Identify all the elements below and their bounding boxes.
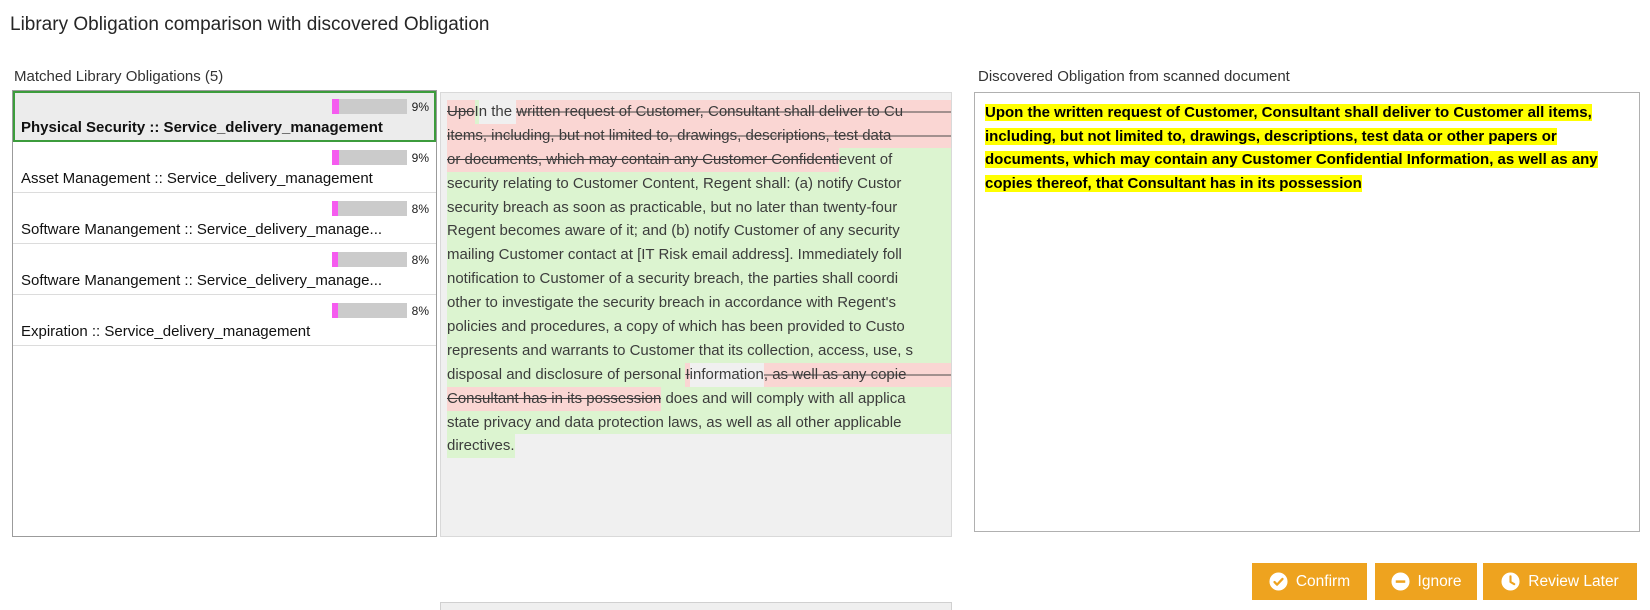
- diff-line: [447, 315, 951, 339]
- diff-segment-ins: state privacy and data protection laws, as well as all other applicable: [447, 411, 951, 435]
- obligation-row-label: Software Manangement :: Service_delivery_manage...: [21, 272, 383, 289]
- diff-line: [447, 219, 951, 243]
- library-obligation-row[interactable]: [13, 295, 436, 346]
- diff-line: [447, 411, 951, 435]
- diff-segment-del: or documents, which may contain any Customer Confidenti: [447, 148, 839, 172]
- match-score-bar: [332, 201, 407, 216]
- page-title: Library Obligation comparison with discovered Obligation: [10, 14, 490, 35]
- diff-segment-ins: event of: [839, 148, 951, 172]
- diff-segment-ins: other to investigate the security breach in accordance with Regent's: [447, 291, 951, 315]
- diff-segment-ins: security breach as soon as practicable, but no later than twenty-four: [447, 196, 951, 220]
- diff-line: [447, 243, 951, 267]
- obligation-row-label: Asset Management :: Service_delivery_management: [21, 170, 373, 187]
- discovered-obligation-panel: [974, 92, 1640, 532]
- diff-segment-ins: does and will comply with all applica: [661, 387, 951, 411]
- diff-line: [447, 363, 951, 387]
- diff-line: [447, 148, 951, 172]
- obligation-row-label: Software Manangement :: Service_delivery_manage...: [21, 221, 383, 238]
- ignore-button[interactable]: [1375, 563, 1477, 600]
- ignore-minus-icon: [1391, 572, 1410, 591]
- obligation-diff-panel: [440, 92, 952, 537]
- review-later-label: Review Later: [1528, 572, 1619, 590]
- next-comparison-row-preview: [440, 602, 952, 610]
- diff-segment-ins: Regent becomes aware of it; and (b) notify Customer of any security: [447, 219, 951, 243]
- diff-line: [447, 339, 951, 363]
- obligation-row-label: Physical Security :: Service_delivery_management: [21, 119, 383, 136]
- confirm-check-icon: [1269, 572, 1288, 591]
- diff-segment-plain: information: [689, 365, 764, 383]
- diff-line: [447, 100, 951, 124]
- diff-segment-ins: disposal and disclosure of personal: [447, 363, 685, 387]
- diff-segment-ins: mailing Customer contact at [IT Risk email address]. Immediately foll: [447, 243, 951, 267]
- diff-line: [447, 434, 951, 458]
- library-obligation-row[interactable]: [13, 193, 436, 244]
- match-score-percent: 9%: [411, 100, 429, 114]
- diff-segment-del: written request of Customer, Consultant shall deliver to Cu: [516, 100, 951, 124]
- match-score-percent: 8%: [411, 202, 429, 216]
- matched-obligations-list: [12, 90, 437, 537]
- confirm-button[interactable]: [1252, 563, 1367, 600]
- diff-line: [447, 124, 951, 148]
- match-score-bar-fill: [332, 99, 339, 114]
- ignore-label: Ignore: [1417, 572, 1462, 590]
- diff-segment-ins: policies and procedures, a copy of which has been provided to Custo: [447, 315, 951, 339]
- match-score-percent: 9%: [411, 151, 429, 165]
- match-score-bar-fill: [332, 303, 338, 318]
- diff-segment-del: Upo: [447, 100, 475, 124]
- discovered-obligation-text: [985, 101, 1625, 195]
- confirm-label: Confirm: [1295, 572, 1351, 590]
- diff-segment-ins: I: [475, 100, 479, 124]
- obligation-row-label: Expiration :: Service_delivery_management: [21, 323, 311, 340]
- match-score-bar-fill: [332, 201, 338, 216]
- diff-segment-ins: notification to Customer of a security breach, the parties shall coordi: [447, 267, 951, 291]
- review-later-clock-icon: [1501, 572, 1520, 591]
- match-score-bar: [332, 150, 407, 165]
- diff-segment-del: I: [685, 363, 689, 387]
- review-later-button[interactable]: [1483, 563, 1637, 600]
- match-score-bar: [332, 303, 407, 318]
- diff-line: [447, 267, 951, 291]
- diff-line: [447, 291, 951, 315]
- diff-segment-del: , as well as any copie: [764, 363, 951, 387]
- matched-obligations-header: Matched Library Obligations (5): [14, 68, 224, 85]
- library-obligation-row[interactable]: [13, 91, 436, 142]
- match-score-percent: 8%: [411, 253, 429, 267]
- match-score-bar-fill: [332, 150, 339, 165]
- diff-segment-del: items, including, but not limited to, drawings, descriptions, test data: [447, 124, 951, 148]
- diff-segment-del: Consultant has in its possession: [447, 387, 661, 411]
- diff-segment-ins: represents and warrants to Customer that its collection, access, use, s: [447, 339, 951, 363]
- library-obligation-row[interactable]: [13, 142, 436, 193]
- diff-segment-plain: n the: [478, 103, 517, 120]
- discovered-obligation-header: Discovered Obligation from scanned document: [978, 68, 1290, 85]
- diff-segment-ins: security relating to Customer Content, Regent shall: (a) notify Custor: [447, 172, 951, 196]
- diff-line: [447, 172, 951, 196]
- obligation-diff-text: [441, 93, 951, 458]
- match-score-bar: [332, 252, 407, 267]
- discovered-obligation-highlight: Upon the written request of Customer, Consultant shall deliver to Customer all items, including, but not limited to, drawings, descriptions, test data or other papers or documents, which may contain any Customer Confidential Information, as well as any copies thereof, that Consultant has in its possession: [985, 104, 1598, 192]
- match-score-bar-fill: [332, 252, 338, 267]
- diff-line: [447, 387, 951, 411]
- library-obligation-row[interactable]: [13, 244, 436, 295]
- diff-line: [447, 196, 951, 220]
- diff-segment-ins: directives.: [447, 434, 515, 458]
- match-score-percent: 8%: [411, 304, 429, 318]
- match-score-bar: [332, 99, 407, 114]
